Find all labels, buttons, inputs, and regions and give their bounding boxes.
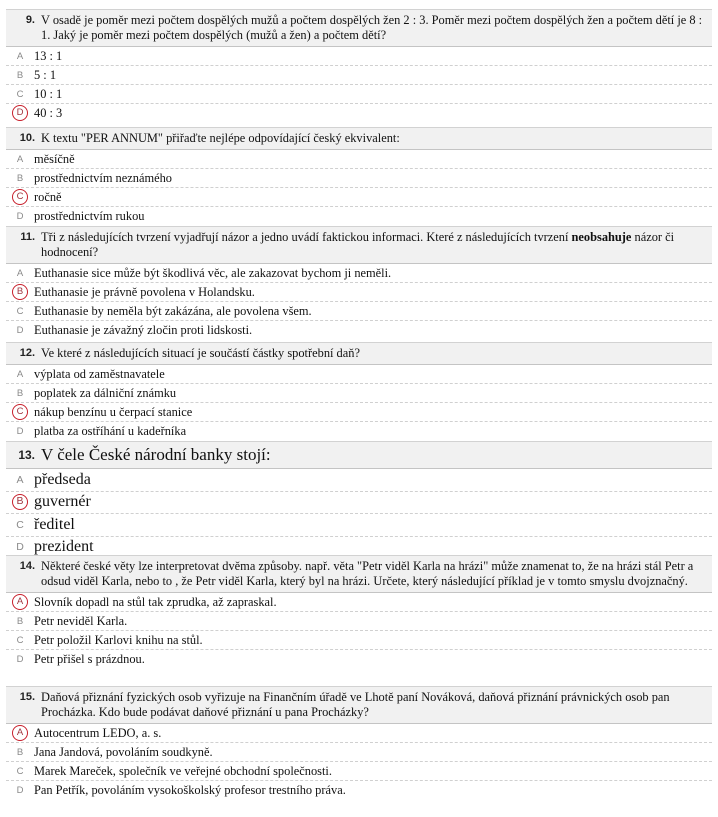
question-header <box>6 9 712 47</box>
answer-list <box>6 469 712 558</box>
answer-letter: C <box>16 634 24 646</box>
answer-option-d[interactable] <box>6 104 712 122</box>
answer-text: 5 : 1 <box>34 67 57 82</box>
answer-letter: D <box>16 210 24 222</box>
answer-option-c[interactable] <box>6 403 712 422</box>
answer-letter: D <box>16 653 24 665</box>
answer-option-a[interactable] <box>6 469 712 492</box>
question-text: Tři z následujících tvrzení vyjadřují názor a jedno uvádí faktickou informaci. Které z následujících tvrzení neobsahuje názor či hodnocení? <box>41 230 675 259</box>
question-15 <box>6 686 712 799</box>
answer-text: Euthanasie je právně povolena v Holandsku. <box>34 284 255 299</box>
answer-option-b[interactable] <box>6 384 712 403</box>
answer-option-b[interactable] <box>6 169 712 188</box>
answer-text: Euthanasie je závažný zločin proti lidskosti. <box>34 322 253 337</box>
answer-option-c[interactable] <box>6 85 712 104</box>
selected-answer-circle: C <box>12 404 28 420</box>
selected-answer-circle: A <box>12 594 28 610</box>
question-number: 10. <box>19 132 35 144</box>
answer-option-c[interactable] <box>6 514 712 537</box>
answer-letter: A <box>16 267 24 279</box>
answer-letter: B <box>16 387 24 399</box>
question-13 <box>6 441 712 558</box>
answer-text: Pan Petřík, povoláním vysokoškolský profesor trestního práva. <box>34 782 346 797</box>
answer-letter: B <box>16 746 24 758</box>
answer-option-d[interactable] <box>6 422 712 440</box>
answer-letter: C <box>16 518 24 531</box>
answer-letter: B <box>16 69 24 81</box>
answer-text: Marek Mareček, společník ve veřejné obchodní společnosti. <box>34 763 332 778</box>
answer-text: prostřednictvím rukou <box>34 208 145 223</box>
question-number: 13. <box>18 448 35 462</box>
question-text: Některé české věty lze interpretovat dvěma způsoby. např. věta "Petr viděl Karla na hrázi" může znamenat to, že na hrázi stál Petr a odsud viděl Karla, nebo to , že Petr viděl Karla, který byl na hrázi. Určete, který následující příklad je v tomto smyslu dvojznačný. <box>41 559 694 588</box>
question-header <box>6 127 712 150</box>
question-text: Daňová přiznání fyzických osob vyřizuje na Finančním úřadě ve Lhotě paní Nováková, daňová přiznání právnických osob pan Procházka. Kdo bude podávat daňové přiznání u pana Procházky? <box>41 690 670 719</box>
answer-letter: B <box>16 615 24 627</box>
answer-letter: A <box>16 153 24 165</box>
question-header <box>6 441 712 469</box>
answer-option-b[interactable] <box>6 743 712 762</box>
selected-answer-circle: B <box>12 284 28 300</box>
answer-text: 40 : 3 <box>34 105 63 120</box>
answer-text: Euthanasie by neměla být zakázána, ale povolena všem. <box>34 303 312 318</box>
answer-text: prezident <box>34 538 94 556</box>
question-14 <box>6 555 712 668</box>
answer-text: Slovník dopadl na stůl tak zprudka, až zapraskal. <box>34 594 277 609</box>
answer-list <box>6 264 712 339</box>
answer-option-c[interactable] <box>6 188 712 207</box>
answer-option-d[interactable] <box>6 650 712 668</box>
answer-option-b[interactable] <box>6 66 712 85</box>
answer-option-d[interactable] <box>6 781 712 799</box>
answer-option-d[interactable] <box>6 321 712 339</box>
answer-text: 10 : 1 <box>34 86 63 101</box>
question-header <box>6 555 712 593</box>
answer-text: ředitel <box>34 515 75 533</box>
answer-text: platba za ostříhání u kadeřníka <box>34 423 187 438</box>
answer-text: 13 : 1 <box>34 48 63 63</box>
question-12 <box>6 342 712 440</box>
question-text: V čele České národní banky stojí: <box>41 445 271 464</box>
selected-answer-circle: A <box>12 725 28 741</box>
emphasis-text: neobsahuje <box>571 230 632 244</box>
answer-text: předseda <box>34 470 91 488</box>
selected-answer-circle: C <box>12 189 28 205</box>
answer-text: nákup benzínu u čerpací stanice <box>34 404 193 419</box>
answer-option-c[interactable] <box>6 302 712 321</box>
answer-list <box>6 365 712 440</box>
answer-text: Petr neviděl Karla. <box>34 613 128 628</box>
question-header <box>6 686 712 724</box>
question-header <box>6 226 712 264</box>
question-9 <box>6 9 712 122</box>
answer-text: guvernér <box>34 493 91 511</box>
answer-text: Petr položil Karlovi knihu na stůl. <box>34 632 203 647</box>
answer-letter: C <box>16 765 24 777</box>
answer-list <box>6 724 712 799</box>
question-number: 12. <box>19 347 35 359</box>
question-number: 15. <box>19 691 35 703</box>
answer-text: Autocentrum LEDO, a. s. <box>34 725 162 740</box>
answer-letter: A <box>16 473 24 486</box>
answer-letter: B <box>16 172 24 184</box>
question-text: V osadě je poměr mezi počtem dospělých mužů a počtem dospělých žen 2 : 3. Poměr mezi počtem dospělých žen a počtem dětí je 8 : 1. Jaký je poměr mezi počtem dospělých (mužů a žen) a počtem dětí? <box>41 13 703 42</box>
answer-letter: A <box>16 50 24 62</box>
question-10 <box>6 127 712 225</box>
answer-text: poplatek za dálniční známku <box>34 385 177 400</box>
question-number: 9. <box>25 14 35 26</box>
question-number: 14. <box>19 560 35 572</box>
answer-list <box>6 47 712 122</box>
answer-letter: D <box>16 324 24 336</box>
answer-list <box>6 593 712 668</box>
answer-list <box>6 150 712 225</box>
answer-option-a[interactable] <box>6 724 712 743</box>
answer-letter: D <box>16 541 24 554</box>
answer-text: ročně <box>34 189 62 204</box>
answer-text: měsíčně <box>34 151 75 166</box>
answer-text: Euthanasie sice může být škodlivá věc, ale zakazovat bychom ji neměli. <box>34 265 392 280</box>
answer-letter: D <box>16 784 24 796</box>
answer-option-b[interactable] <box>6 283 712 302</box>
answer-text: Jana Jandová, povoláním soudkyně. <box>34 744 213 759</box>
answer-option-b[interactable] <box>6 612 712 631</box>
answer-option-a[interactable] <box>6 150 712 169</box>
answer-option-a[interactable] <box>6 264 712 283</box>
answer-option-b[interactable] <box>6 492 712 515</box>
answer-letter: C <box>16 88 24 100</box>
question-11 <box>6 226 712 339</box>
selected-answer-circle: D <box>12 105 28 121</box>
answer-option-d[interactable] <box>6 207 712 225</box>
answer-text: prostřednictvím neznámého <box>34 170 172 185</box>
answer-letter: D <box>16 425 24 437</box>
answer-text: Petr přišel s prázdnou. <box>34 651 145 666</box>
answer-option-c[interactable] <box>6 762 712 781</box>
answer-option-a[interactable] <box>6 593 712 612</box>
answer-letter: A <box>16 368 24 380</box>
answer-option-c[interactable] <box>6 631 712 650</box>
question-number: 11. <box>20 231 35 243</box>
answer-option-a[interactable] <box>6 47 712 66</box>
selected-answer-circle: B <box>12 494 28 510</box>
answer-option-a[interactable] <box>6 365 712 384</box>
answer-letter: C <box>16 305 24 317</box>
question-header <box>6 342 712 365</box>
question-text: K textu "PER ANNUM" přiřaďte nejlépe odpovídající český ekvivalent: <box>41 131 400 145</box>
answer-text: výplata od zaměstnavatele <box>34 366 165 381</box>
question-text: Ve které z následujících situací je součástí částky spotřební daň? <box>41 346 360 360</box>
